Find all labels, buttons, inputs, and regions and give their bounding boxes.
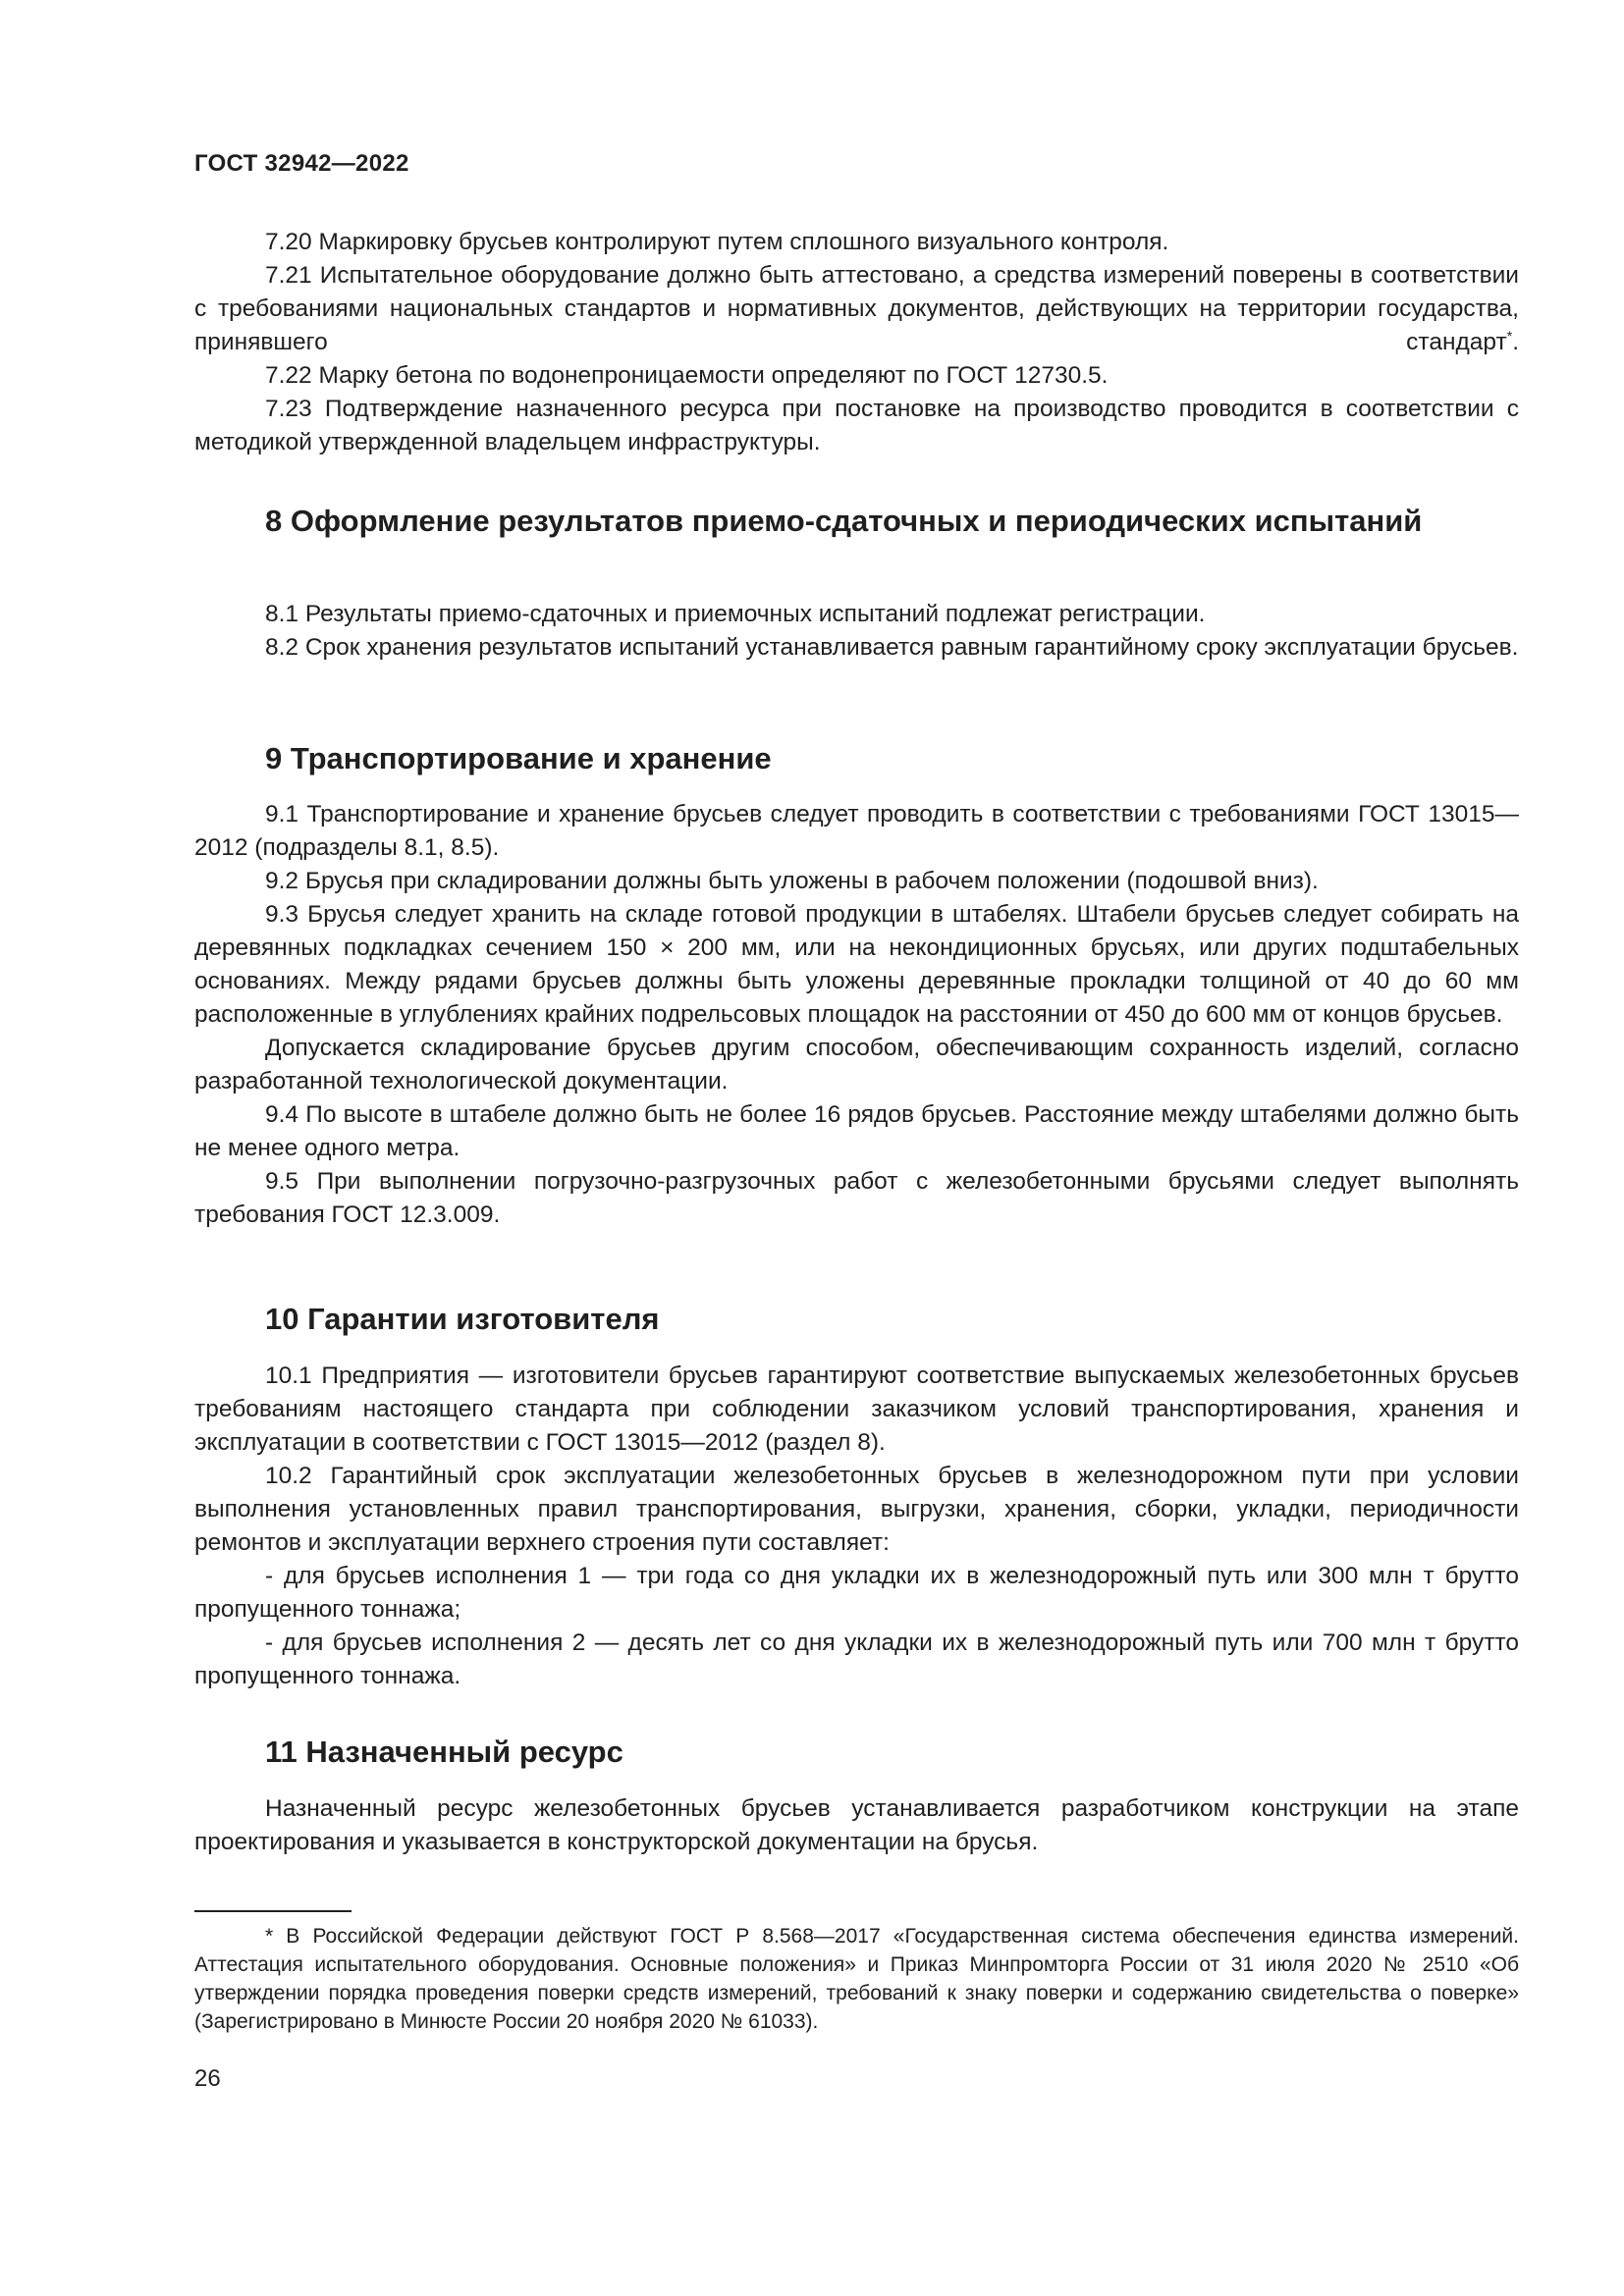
paragraph-9-5: 9.5 При выполнении погрузочно-разгрузочных работ с железобетонными брусьями следует выполнять требования ГОСТ 12.3.009.	[194, 1168, 1519, 1228]
paragraph-8-2: 8.2 Срок хранения результатов испытаний устанавливается равным гарантийному сроку эксплуатации брусьев.	[265, 634, 1519, 661]
paragraph-9-2: 9.2 Брусья при складировании должны быть уложены в рабочем положении (подошвой вниз).	[265, 868, 1319, 894]
paragraph-9-4: 9.4 По высоте в штабеле должно быть не более 16 рядов брусьев. Расстояние между штабелями должно быть не менее одного метра.	[194, 1101, 1519, 1161]
section-8-text	[194, 598, 1519, 665]
footnote-marker: *	[1506, 327, 1513, 344]
list-item-execution-2: - для брусьев исполнения 2 — десять лет со дня укладки их в железнодорожный путь или 700 млн т брутто пропущенного тоннажа.	[194, 1629, 1519, 1689]
section-10-heading: 10 Гарантии изготовителя	[265, 1302, 660, 1336]
paragraph-7-21-text: 7.21 Испытательное оборудование должно быть аттестовано, а средства измерений поверены в соответствии с требованиями национальных стандартов и нормативных документов, действующих на территории государства, принявшего стандарт	[194, 262, 1519, 355]
section-9-text	[194, 798, 1519, 1232]
paragraph-7-20: 7.20 Маркировку брусьев контролируют путем сплошного визуального контроля.	[265, 229, 1169, 255]
section-11-text	[194, 1792, 1519, 1859]
section-8-heading: 8 Оформление результатов приемо-сдаточных и периодических испытаний	[265, 504, 1423, 538]
paragraph-8-1: 8.1 Результаты приемо-сдаточных и приемочных испытаний подлежат регистрации.	[265, 601, 1206, 627]
paragraph-11: Назначенный ресурс железобетонных брусьев устанавливается разработчиком конструкции на этапе проектирования и указывается в конструкторской документации на брусья.	[194, 1795, 1519, 1855]
paragraph-7-21: 7.21 Испытательное оборудование должно быть аттестовано, а средства измерений поверены в соответствии с требованиями национальных стандартов и нормативных документов, действующих на территории государства, принявшего стандарт*.	[194, 262, 1519, 355]
footnote-text: * В Российской Федерации действуют ГОСТ Р 8.568—2017 «Государственная система обеспечения единства измерений. Аттестация испытательного оборудования. Основные положения» и Приказ Минпромторга России от 31 июля 2020 № 2510 «Об утверждении порядка проведения поверки средств измерений, требований к знаку поверки и содержанию свидетельства о поверке» (Зарегистрировано в Минюсте России 20 ноября 2020 № 61033).	[194, 1925, 1519, 2033]
paragraph-7-22: 7.22 Марку бетона по водонепроницаемости определяют по ГОСТ 12730.5.	[265, 362, 1109, 389]
paragraph-10-1: 10.1 Предприятия — изготовители брусьев гарантируют соответствие выпускаемых железобетонных брусьев требованиям настоящего стандарта при соблюдении заказчиком условий транспортирования, хранения и эксплуатации в соответствии с ГОСТ 13015—2012 (раздел 8).	[194, 1362, 1519, 1456]
page-number: 26	[194, 2065, 221, 2092]
section-7-text	[194, 226, 1519, 459]
paragraph-7-23: 7.23 Подтверждение назначенного ресурса при постановке на производство проводится в соответствии с методикой утвержденной владельцем инфраструктуры.	[194, 396, 1519, 455]
section-11-heading: 11 Назначенный ресурс	[265, 1735, 623, 1769]
section-10-text	[194, 1360, 1519, 1693]
footnote-separator	[194, 1910, 352, 1912]
footnote	[194, 1922, 1519, 2036]
paragraph-9-1: 9.1 Транспортирование и хранение брусьев следует проводить в соответствии с требованиями ГОСТ 13015—2012 (подразделы 8.1, 8.5).	[194, 801, 1519, 861]
paragraph-9-3-note: Допускается складирование брусьев другим способом, обеспечивающим сохранность изделий, согласно разработанной технологической документации.	[194, 1035, 1519, 1095]
document-header: ГОСТ 32942—2022	[194, 150, 409, 177]
list-item-execution-1: - для брусьев исполнения 1 — три года со дня укладки их в железнодорожный путь или 300 млн т брутто пропущенного тоннажа;	[194, 1563, 1519, 1623]
section-9-heading: 9 Транспортирование и хранение	[265, 741, 772, 775]
paragraph-10-2: 10.2 Гарантийный срок эксплуатации железобетонных брусьев в железнодорожном пути при условии выполнения установленных правил транспортирования, выгрузки, хранения, сборки, укладки, периодичности ремонтов и эксплуатации верхнего строения пути составляет:	[194, 1463, 1519, 1556]
paragraph-9-3: 9.3 Брусья следует хранить на складе готовой продукции в штабелях. Штабели брусьев следует собирать на деревянных подкладках сечением 150 × 200 мм, или на некондиционных брусьях, или других подштабельных основаниях. Между рядами брусьев должны быть уложены деревянные прокладки толщиной от 40 до 60 мм расположенные в углублениях крайних подрельсовых площадок на расстоянии от 450 до 600 мм от концов брусьев.	[194, 901, 1519, 1028]
